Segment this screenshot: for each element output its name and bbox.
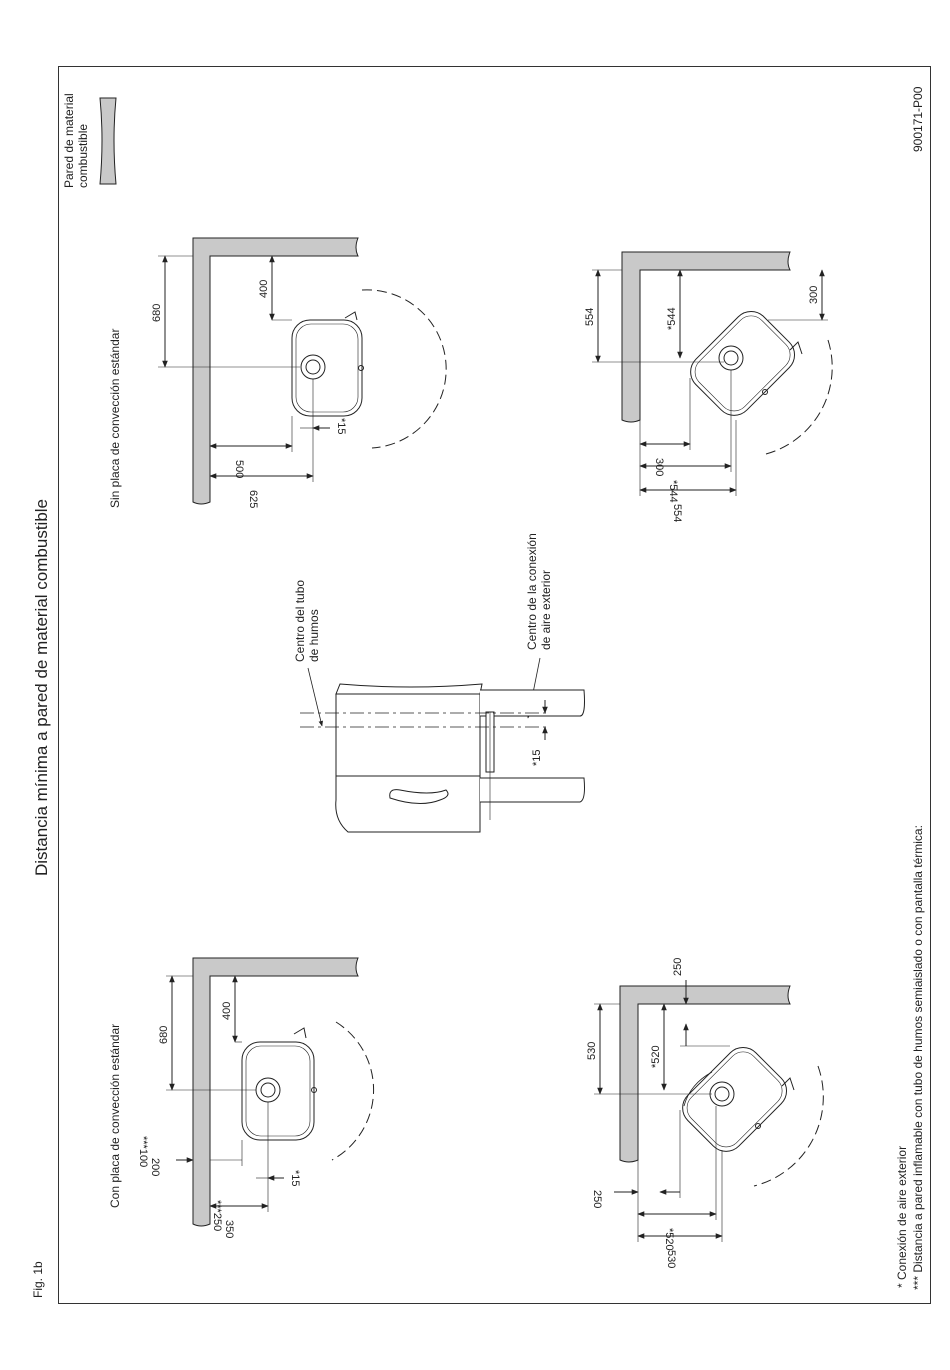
- figure-label: Fig. 1b: [31, 1261, 45, 1298]
- footnote-flammable-wall: *** Distancia a pared inflamable con tubo de humos semiaislado o con pantalla térmica:: [911, 825, 925, 1290]
- stove-bottom-right: [675, 1040, 794, 1159]
- page-title: Distancia mínima a pared de material combustible: [32, 498, 51, 876]
- drawing-code: 900171-P00: [911, 86, 925, 152]
- legend-wall-swatch: [100, 98, 116, 184]
- stove-top-right: [683, 304, 802, 423]
- dim-400-top-left: 400: [258, 279, 270, 298]
- stove-bottom-left: [242, 1042, 314, 1140]
- dim-680-top-left: 680: [151, 303, 163, 322]
- dim-350-bottom-left: 350: [223, 1220, 235, 1239]
- wall-bottom-left: [193, 958, 358, 1226]
- door-swing-bottom-right: [754, 1066, 823, 1186]
- door-swing-bottom-left: [332, 1022, 374, 1160]
- caption-con-placa: Con placa de convección estándar: [108, 1023, 122, 1208]
- label-flue-line2: de humos: [307, 609, 321, 662]
- dim-250-bottom-right-a: 250: [672, 957, 684, 976]
- flue-circle-top-right: [719, 346, 743, 370]
- flue-circle-bottom-left: [256, 1078, 280, 1102]
- dim-544-top-right-a: *544: [666, 307, 678, 330]
- dim-530-bottom-right-a: 530: [586, 1041, 598, 1060]
- dim-530-bottom-right-b: 530: [665, 1250, 677, 1269]
- dim-680-bottom-left: 680: [158, 1025, 170, 1044]
- dim-554-top-right-a: 554: [584, 307, 596, 326]
- dim-500-top-left: 500: [233, 460, 245, 479]
- diagram-top-left: [108, 238, 446, 508]
- legend: [62, 93, 116, 188]
- dim-520-bottom-right-a: *520: [650, 1045, 662, 1068]
- dim-625-top-left: 625: [247, 490, 259, 509]
- label-air-line2: de aire exterior: [539, 569, 553, 650]
- diagram-top-right: [584, 252, 832, 522]
- label-air-line1: Centro de la conexión: [525, 533, 539, 650]
- dim-200-bottom-left: 200: [149, 1158, 161, 1177]
- door-swing-top-right: [766, 340, 832, 454]
- dim-544-top-right-b: *544: [667, 480, 679, 503]
- diagram-bottom-left: [108, 958, 374, 1238]
- wall-bottom-right: [620, 986, 790, 1162]
- wall-top-right: [622, 252, 790, 422]
- label-offset-15: *15: [531, 749, 543, 766]
- dim-15-bottom-left: *15: [289, 1170, 301, 1187]
- dim-300-top-right-a: 300: [808, 285, 820, 304]
- diagram-center: [293, 533, 585, 832]
- dim-100-bottom-left: ***100: [137, 1136, 149, 1168]
- diagram-bottom-right: [586, 958, 823, 1269]
- legend-label-line2: combustible: [76, 123, 90, 188]
- stove-side-view: [336, 694, 480, 832]
- stove-top-left: [292, 320, 362, 416]
- door-swing-top-left: [362, 290, 446, 448]
- dim-554-top-right-b: 554: [671, 504, 683, 523]
- wall-top-left: [193, 238, 358, 504]
- dim-520-bottom-right-b: *520: [663, 1228, 675, 1251]
- dim-250-bottom-left: ***250: [211, 1200, 223, 1232]
- dim-15-top-left: *15: [335, 418, 347, 435]
- dim-250-bottom-right-b: 250: [591, 1190, 603, 1209]
- label-flue-line1: Centro del tubo: [293, 579, 307, 662]
- caption-sin-placa: Sin placa de convección estándar: [108, 328, 122, 508]
- dim-300-top-right-b: 300: [653, 458, 665, 477]
- footnote-air-connection: * Conexión de aire exterior: [895, 1145, 909, 1288]
- flue-circle-bottom-right: [710, 1082, 734, 1106]
- dim-400-bottom-left: 400: [221, 1001, 233, 1020]
- legend-label-line1: Pared de material: [62, 93, 76, 188]
- flue-circle-top-left: [301, 355, 325, 379]
